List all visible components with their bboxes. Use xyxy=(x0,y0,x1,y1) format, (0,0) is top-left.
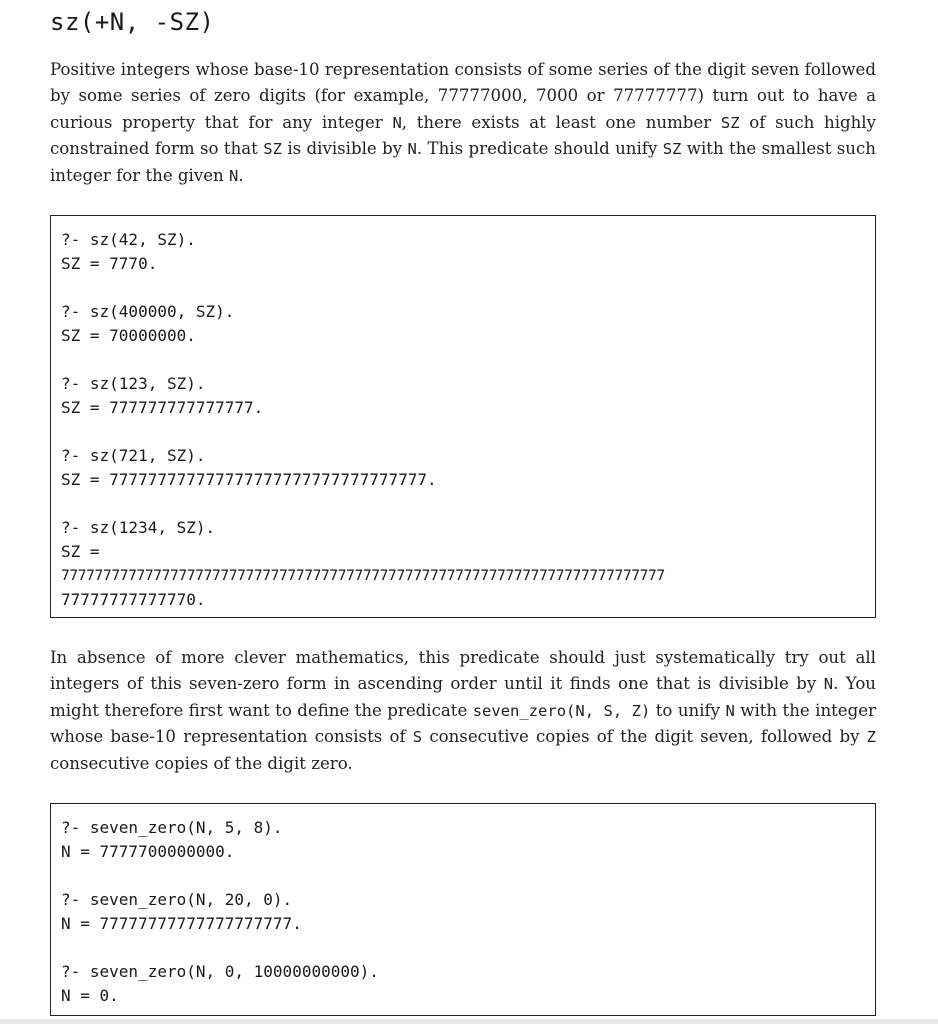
code-term: N xyxy=(392,113,402,132)
page-title: sz(+N, -SZ) xyxy=(50,8,215,36)
code-result: N = 77777777777777777777. xyxy=(61,914,302,933)
code-result-continued: 77777777777770. xyxy=(61,590,206,609)
code-query: ?- seven_zero(N, 20, 0). xyxy=(61,890,293,909)
code-term: N xyxy=(823,675,834,694)
code-term: N xyxy=(725,701,735,720)
code-term: N xyxy=(229,166,239,185)
sz-examples-box xyxy=(50,215,876,618)
intro-text: . This predicate should unify xyxy=(416,139,663,159)
code-result: SZ = 70000000. xyxy=(61,326,196,345)
code-term: SZ xyxy=(662,140,682,159)
code-term: N xyxy=(407,140,417,159)
code-term: seven_zero(N, S, Z) xyxy=(472,701,651,720)
intro-text: is divisible by xyxy=(281,139,408,159)
code-query: ?- sz(123, SZ). xyxy=(61,374,206,393)
seven-zero-examples-box xyxy=(50,803,876,1016)
intro-text: with the smallest such integer for the given xyxy=(50,139,876,185)
code-result: N = 7777700000000. xyxy=(61,842,235,861)
code-result: SZ = xyxy=(61,542,100,561)
intro-text: . xyxy=(238,165,244,185)
code-query: ?- sz(1234, SZ). xyxy=(61,518,216,537)
explanation-paragraph xyxy=(50,645,876,777)
code-query: ?- seven_zero(N, 5, 8). xyxy=(61,818,283,837)
code-term: SZ xyxy=(263,140,282,159)
code-query: ?- sz(721, SZ). xyxy=(61,446,206,465)
code-result: SZ = 7770. xyxy=(61,254,158,273)
page-bottom-edge xyxy=(0,1019,938,1024)
code-result-continued: 777777777777777777777777777777777777777777777777777777777777777777777777 xyxy=(61,567,665,584)
intro-text: , there exists at least one number xyxy=(401,112,721,132)
intro-text: of such highly constrained form so that xyxy=(50,112,876,159)
code-query: ?- seven_zero(N, 0, 10000000000). xyxy=(61,962,379,981)
explanation-text: consecutive copies of the digit zero. xyxy=(50,753,353,773)
explanation-text: . You might therefore first want to define the predicate xyxy=(50,674,876,720)
explanation-text: consecutive copies of the digit seven, followed by xyxy=(422,727,867,747)
code-term: SZ xyxy=(720,113,740,132)
explanation-text: with the integer whose base-10 representation consists of xyxy=(50,700,876,747)
code-term: S xyxy=(412,728,423,747)
explanation-text: to unify xyxy=(650,700,726,720)
code-result: SZ = 777777777777777777777777777777777. xyxy=(61,470,437,489)
code-query: ?- sz(400000, SZ). xyxy=(61,302,235,321)
intro-paragraph xyxy=(50,57,876,189)
code-result: N = 0. xyxy=(61,986,119,1005)
intro-text: Positive integers whose base-10 representation consists of some series of the digit seven followed by some series of zero digits (for example, 77777000, 7000 or 77777777) turn out to have a curious property that for any integer xyxy=(50,60,876,132)
code-query: ?- sz(42, SZ). xyxy=(61,230,196,249)
code-term: Z xyxy=(866,728,877,747)
explanation-text: In absence of more clever mathematics, this predicate should just systematically try out all integers of this seven-zero form in ascending order until it finds one that is divisible by xyxy=(50,648,876,694)
code-result: SZ = 777777777777777. xyxy=(61,398,264,417)
